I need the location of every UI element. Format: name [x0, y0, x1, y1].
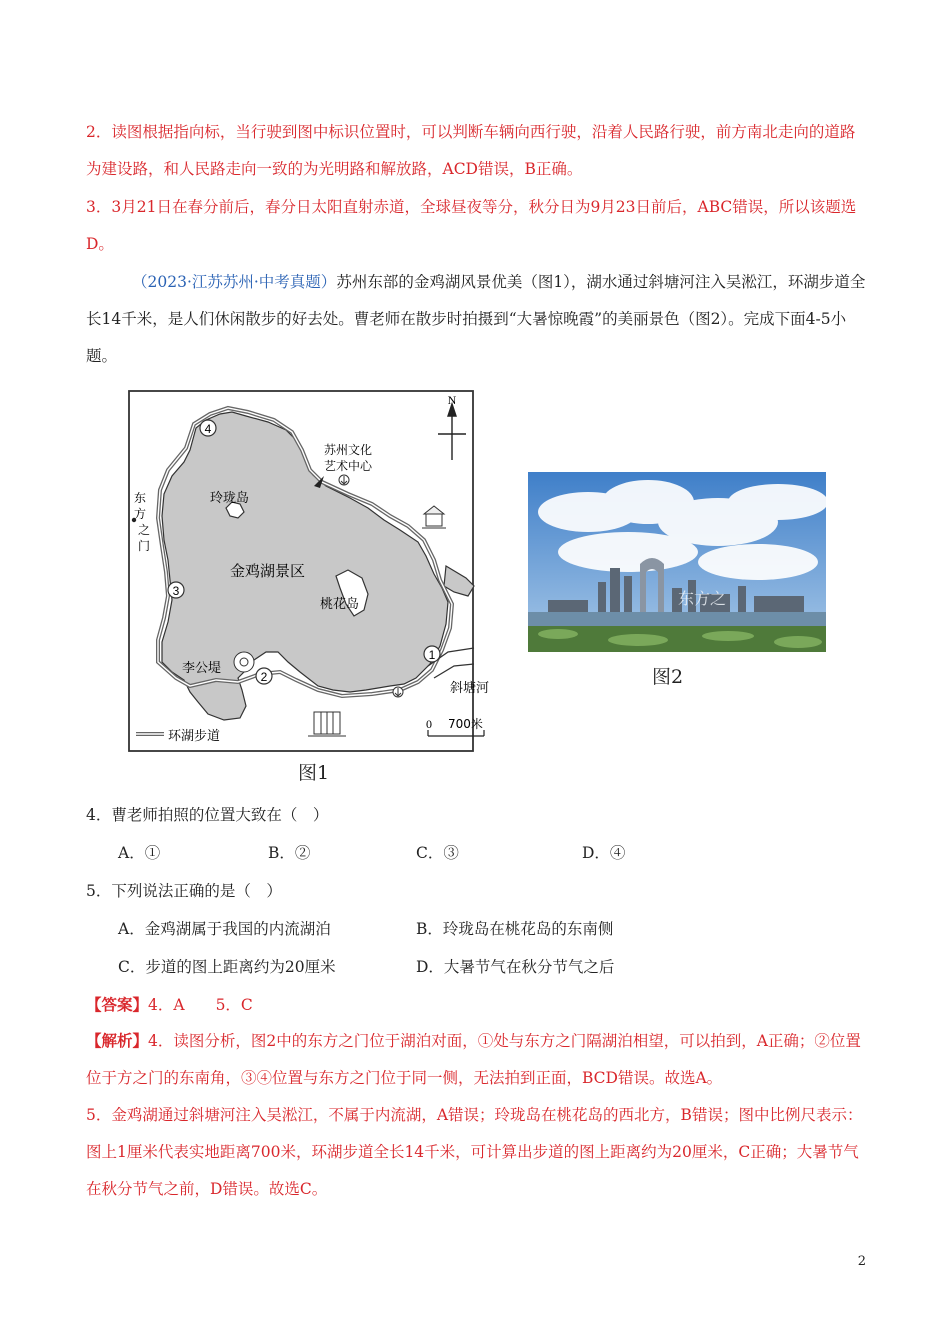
- pier-marker: [339, 475, 349, 485]
- question-intro: [86, 264, 866, 375]
- east-gate-label-2: 方: [134, 507, 147, 521]
- east-gate-label-3: 之: [138, 523, 151, 537]
- east-gate-label-1: 东: [134, 491, 147, 505]
- analysis-tag: 【解析】: [86, 1031, 149, 1050]
- lake-label: 金鸡湖景区: [230, 562, 306, 580]
- figure2-caption: 图2: [652, 666, 684, 688]
- q5-option-a: A．金鸡湖属于我国的内流湖泊: [118, 920, 331, 938]
- q5-option-d: D．大暑节气在秋分节气之后: [416, 958, 615, 976]
- answer-tag: 【答案】: [86, 995, 149, 1014]
- svg-text:2: 2: [260, 670, 268, 684]
- analysis-q5: 5．金鸡湖通过斜塘河注入吴淞江，不属于内流湖，A错误；玲珑岛在桃花岛的西北方，B错误；图中比例尺表示：图上1厘米代表实地距离700米，环湖步道全长14千米，可计算出步道的图上距离约为20厘米，C正确；大暑节气在秋分节气之前，D错误。故选C。: [86, 1106, 863, 1198]
- legend-label: 环湖步道: [168, 729, 221, 744]
- linglong-label: 玲珑岛: [210, 491, 250, 506]
- q4-option-b: B．②: [268, 844, 311, 862]
- q5-option-b: B．玲珑岛在桃花岛的东南侧: [416, 920, 614, 938]
- q4-stem: 4．曹老师拍照的位置大致在（ ）: [86, 806, 329, 824]
- culture-center-label-1: 苏州文化: [324, 443, 373, 457]
- analysis-q4-text: 4．读图分析，图2中的东方之门位于湖泊对面，①处与东方之门隔湖泊相望，可以拍到，A正确；②位置位于方之门的东南角，③④位置与东方之门位于同一侧，无法拍到正面，BCD错误。故选A。: [86, 1032, 861, 1087]
- north-label: N: [447, 393, 457, 407]
- point-3-marker: [168, 582, 184, 598]
- ligongdi-label: 李公堤: [182, 661, 222, 676]
- pier-marker: [393, 687, 403, 697]
- svg-text:3: 3: [172, 584, 180, 598]
- point-1-marker: [424, 646, 440, 662]
- q5-option-c: C．步道的图上距离约为20厘米: [118, 958, 336, 976]
- page-number: 2: [857, 1254, 866, 1269]
- q5-options-row1: [118, 914, 878, 944]
- photo-overlay-text: 东方之: [678, 589, 727, 608]
- answer-text: 4．A 5．C: [148, 996, 253, 1014]
- q5-options-row2: [118, 952, 878, 982]
- analysis-q3: 3．3月21日在春分前后，春分日太阳直射赤道，全球昼夜等分，秋分日为9月23日前后，ABC错误，所以该题选D。: [86, 198, 857, 253]
- q4-option-c: C．③: [416, 844, 459, 862]
- q4-options: [118, 838, 878, 868]
- figure1-caption: 图1: [298, 762, 330, 784]
- figure2-photo: [528, 472, 826, 652]
- taohua-label: 桃花岛: [320, 597, 360, 612]
- xietang-label: 斜塘河: [450, 681, 490, 696]
- svg-text:1: 1: [428, 648, 436, 662]
- ligongdi-icon: [234, 652, 254, 672]
- svg-text:4: 4: [204, 422, 212, 436]
- east-gate-label-4: 门: [138, 539, 151, 553]
- point-2-marker: [256, 668, 272, 684]
- intro-text: 苏州东部的金鸡湖风景优美（图1），湖水通过斜塘河注入吴淞江，环湖步道全长14千米，是人们休闲散步的好去处。曹老师在散步时拍摄到“大暑惊晚霞”的美丽景色（图2）。完成下面4-5小题。: [86, 273, 866, 365]
- scale-zero: 0: [426, 717, 432, 731]
- culture-center-label-2: 艺术中心: [324, 459, 373, 473]
- q4-option-a: A．①: [118, 844, 161, 862]
- analysis-q4: [86, 1022, 866, 1097]
- q5-stem: 5．下列说法正确的是（ ）: [86, 882, 282, 900]
- building-icon: [308, 712, 346, 736]
- figure1-map: [128, 390, 490, 752]
- analysis-q2: 2．读图根据指向标，当行驶到图中标识位置时，可以判断车辆向西行驶，沿着人民路行驶，前方南北走向的道路为建设路，和人民路走向一致的为光明路和解放路，ACD错误，B正确。: [86, 123, 856, 178]
- point-4-marker: [200, 420, 216, 436]
- source-tag: （2023·江苏苏州·中考真题）: [132, 273, 337, 291]
- q4-option-d: D．④: [582, 844, 626, 862]
- answer-line: [86, 990, 253, 1020]
- scale-700: 700米: [448, 717, 483, 731]
